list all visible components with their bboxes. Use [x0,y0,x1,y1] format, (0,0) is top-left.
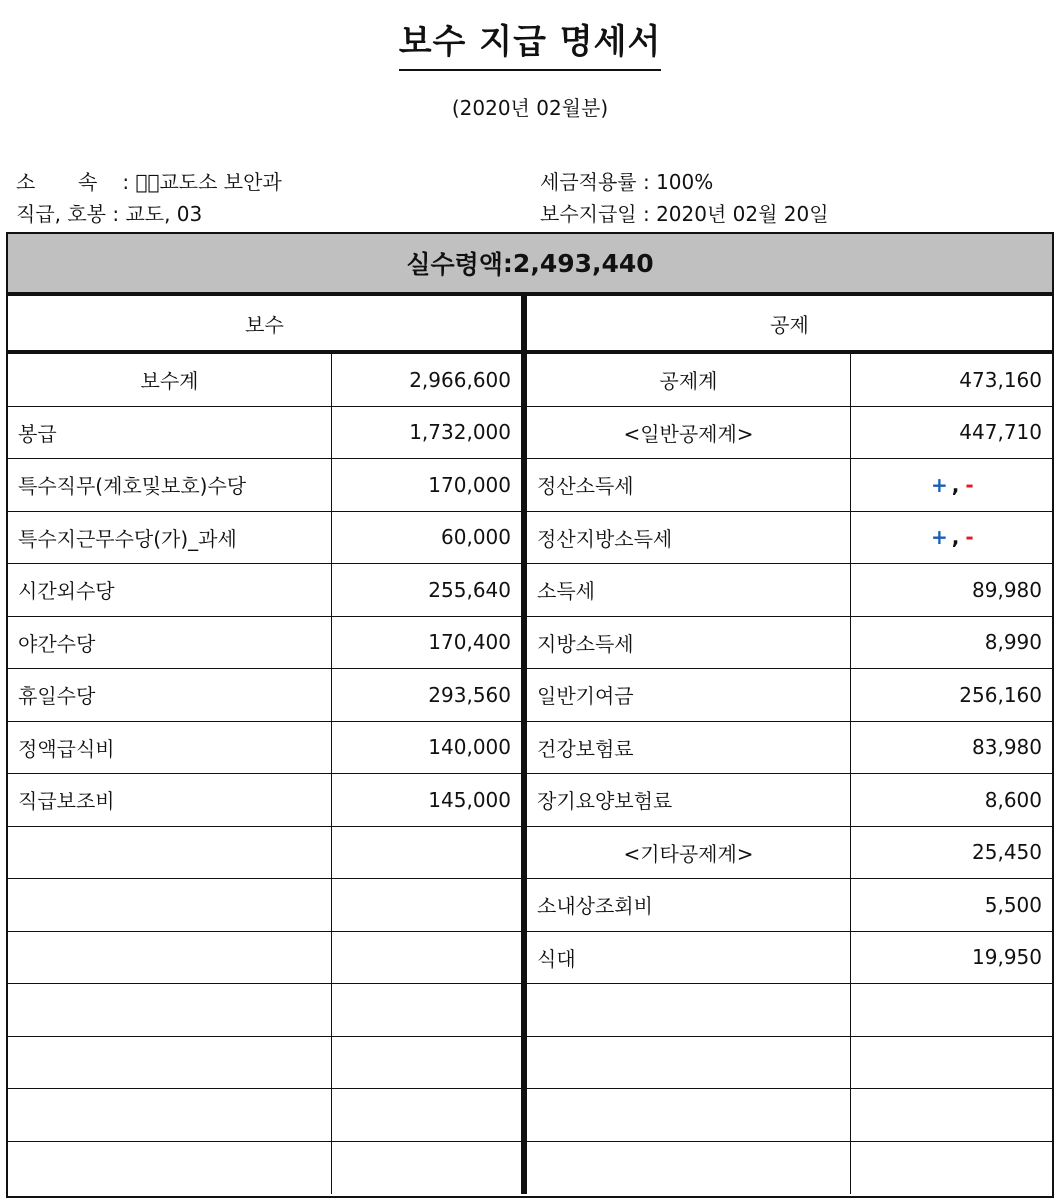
plus-icon: + [931,525,948,550]
table-row [8,617,1052,670]
pay-item-amount: 145,000 [332,774,527,826]
pay-item-label: 휴일수당 [8,669,332,721]
rank-row [16,198,282,230]
rank-value: 교도, 03 [125,202,203,226]
comma-separator: , [951,472,960,497]
net-pay-banner [8,234,1052,296]
deduction-item-label: 소내상조회비 [527,879,851,931]
deduction-item-amount [851,984,1052,1036]
deduction-item-label: 소득세 [527,564,851,616]
plus-icon: + [931,472,948,497]
affiliation-row [16,166,282,198]
affiliation-label-1: 소 [16,170,36,194]
pay-item-label: 봉급 [8,407,332,459]
pay-item-amount: 60,000 [332,512,527,564]
pay-period: (2020년 02월분) [451,96,609,120]
deduction-item-label: <일반공제계> [527,407,851,459]
pay-item-amount [332,1037,527,1089]
deduction-item-label: 일반기여금 [527,669,851,721]
pay-statement-table [6,232,1054,1198]
minus-icon: - [965,472,974,497]
pay-header: 보수 [8,296,527,350]
table-row [8,932,1052,985]
table-body [8,354,1052,1194]
deduction-item-label: 장기요양보험료 [527,774,851,826]
deduction-item-amount: 8,600 [984,787,1042,812]
deduction-item-amount: 256,160 [959,682,1042,707]
pay-item-amount: 140,000 [332,722,527,774]
deduction-item-amount [851,1037,1052,1089]
pay-date-row [540,198,829,230]
pay-item-label [8,932,332,984]
tax-rate-separator: : [636,170,657,194]
pay-item-label [8,1037,332,1089]
tax-rate-label: 세금적용률 [540,170,637,194]
deduction-item-amount: 447,710 [959,420,1042,445]
pay-item-label [8,879,332,931]
pay-date-label: 보수지급일 [540,202,637,226]
deduction-item-label [527,1037,851,1089]
deduction-item-amount [851,459,1052,511]
affiliation-separator: : [116,170,136,194]
deduction-item-amount [851,512,1052,564]
deduction-item-label: 정산소득세 [527,459,851,511]
tax-rate-value: 100% [656,170,714,194]
tax-rate-row [540,166,829,198]
pay-item-label: 직급보조비 [8,774,332,826]
rank-label: 직급, 호봉 [16,202,106,226]
pay-item-label [8,984,332,1036]
deduction-item-label: <기타공제계> [527,827,851,879]
pay-item-amount [332,984,527,1036]
deduction-item-label: 지방소득세 [527,617,851,669]
deduction-header: 공제 [770,312,809,337]
table-row [8,459,1052,512]
net-pay-separator: : [502,248,513,278]
table-row [8,879,1052,932]
document-title: 보수 지급 명세서 [399,14,662,71]
deduction-item-amount: 473,160 [959,367,1042,392]
pay-item-amount: 293,560 [332,669,527,721]
pay-item-amount: 2,966,600 [332,354,527,406]
table-row [8,407,1052,460]
pay-date-separator: : [636,202,657,226]
table-row [8,354,1052,407]
pay-item-label [8,1089,332,1141]
table-row [8,512,1052,565]
pay-item-amount [332,932,527,984]
apple-icon [135,170,159,194]
deduction-item-label [527,1142,851,1195]
deduction-item-label: 식대 [527,932,851,984]
pay-item-amount [332,1142,527,1195]
pay-item-label: 야간수당 [8,617,332,669]
table-row [8,1142,1052,1195]
comma-separator: , [951,525,960,550]
pay-item-label [8,1142,332,1195]
pay-item-label [8,827,332,879]
pay-item-amount: 1,732,000 [332,407,527,459]
deduction-item-amount: 89,980 [972,577,1042,602]
table-row [8,722,1052,775]
deduction-item-amount: 5,500 [984,892,1042,917]
pay-item-amount: 255,640 [332,564,527,616]
pay-item-amount [332,879,527,931]
pay-item-amount: 170,400 [332,617,527,669]
net-pay-label: 실수령액 [406,250,503,279]
rank-separator: : [106,202,126,226]
deduction-item-label: 정산지방소득세 [527,512,851,564]
deduction-item-amount [851,1142,1052,1195]
pay-item-label: 특수지근무수당(가)_과세 [8,512,332,564]
minus-icon: - [965,525,974,550]
deduction-item-amount: 25,450 [972,840,1042,865]
deduction-item-amount [851,1089,1052,1141]
table-row [8,774,1052,827]
deduction-item-amount: 83,980 [972,735,1042,760]
table-row [8,564,1052,617]
pay-item-amount [332,1089,527,1141]
table-row [8,1089,1052,1142]
pay-item-amount [332,827,527,879]
pay-date-value: 2020년 02월 20일 [656,202,829,226]
deduction-item-amount: 8,990 [984,630,1042,655]
plus-minus-indicator [861,525,1042,549]
pay-item-amount: 170,000 [332,459,527,511]
table-row [8,984,1052,1037]
pay-item-label: 정액급식비 [8,722,332,774]
table-row [8,1037,1052,1090]
info-right [540,166,829,230]
table-row [8,669,1052,722]
affiliation-label-2: 속 [78,170,98,194]
deduction-item-label: 건강보험료 [527,722,851,774]
info-left [16,166,282,230]
affiliation-value: 교도소 보안과 [135,170,258,194]
deduction-item-label [527,1089,851,1141]
plus-minus-indicator [861,473,1042,497]
table-header [8,296,1052,354]
pay-item-label: 특수직무(계호및보호)수당 [8,459,332,511]
net-pay-value: 2,493,440 [512,248,654,278]
deduction-item-amount: 19,950 [972,945,1042,970]
pay-item-label: 시간외수당 [8,564,332,616]
document-title-wrap [0,14,1060,71]
deduction-item-label [527,984,851,1036]
pay-item-label: 보수계 [8,354,332,406]
deduction-item-label: 공제계 [527,354,851,406]
table-row [8,827,1052,880]
